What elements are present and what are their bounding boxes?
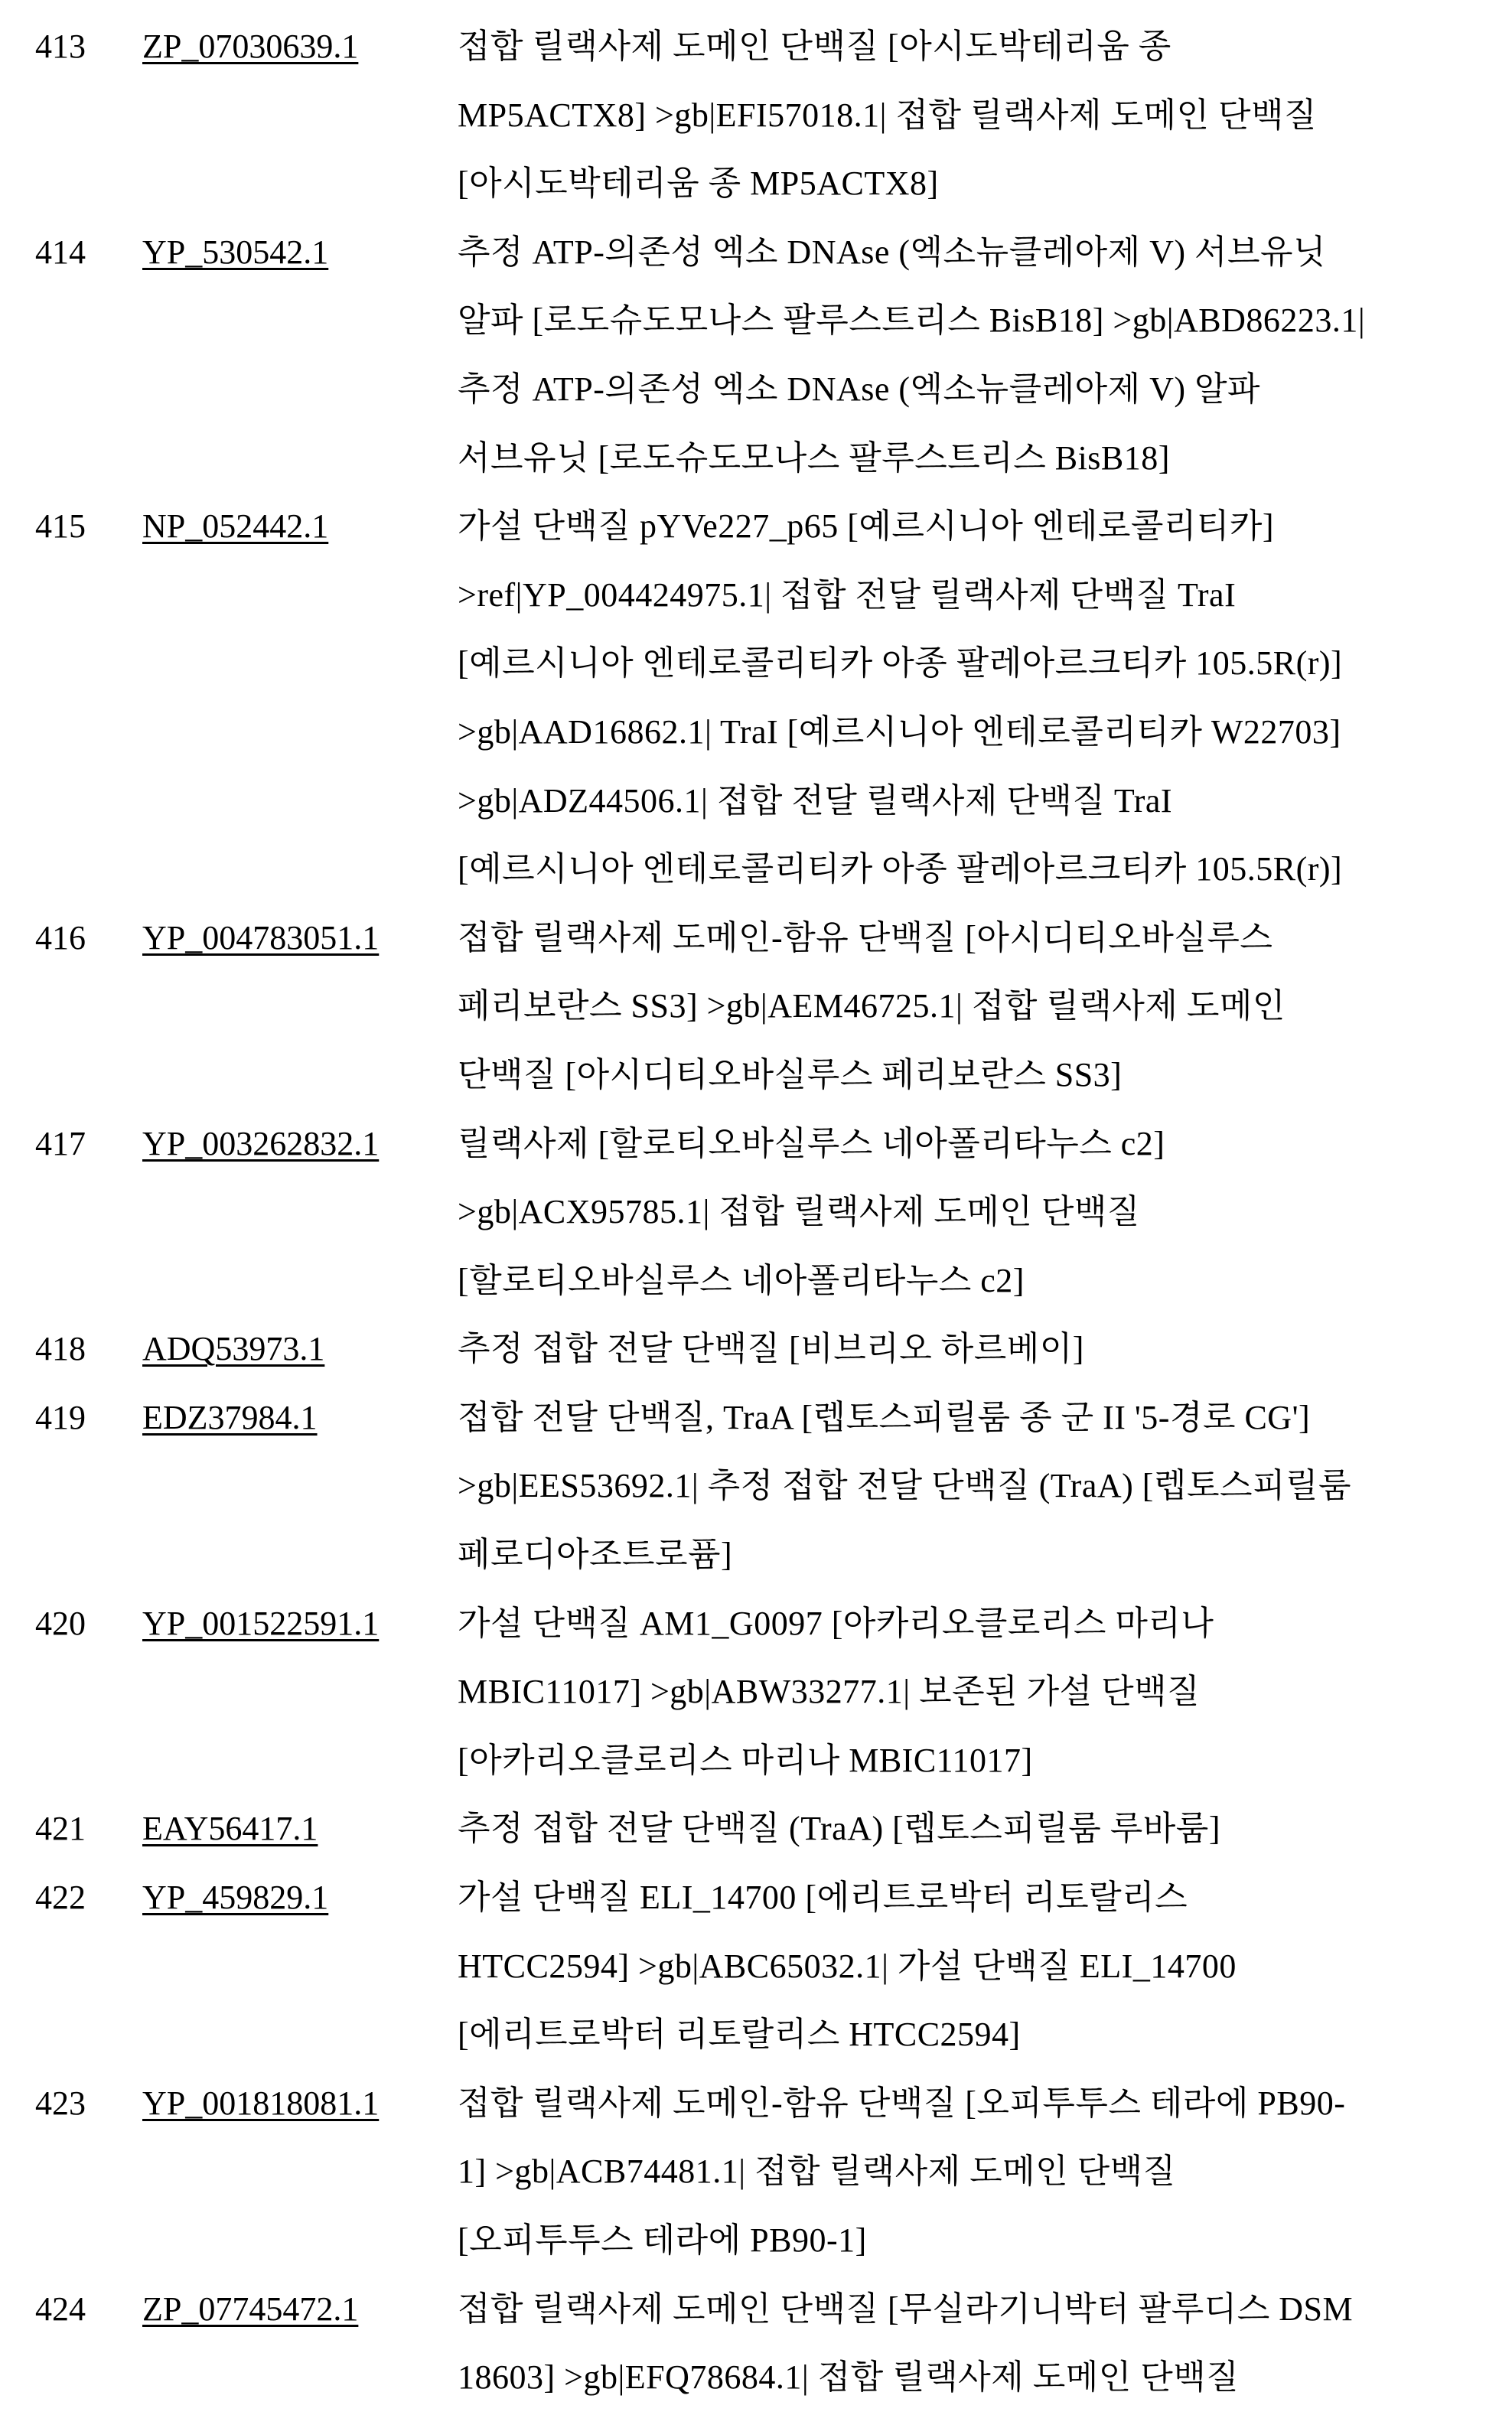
- accession-link[interactable]: ZP_07030639.1: [142, 12, 358, 81]
- sequence-number: 415: [35, 492, 86, 561]
- description-text: [아카리오클로리스 마리나 MBIC11017]: [458, 1726, 1033, 1795]
- sequence-number: 422: [35, 1863, 86, 1932]
- accession-link[interactable]: YP_459829.1: [142, 1863, 328, 1932]
- description-text: 추정 ATP-의존성 엑소 DNAse (엑소뉴클레아제 V) 서브유닛: [458, 218, 1326, 287]
- row-line: [0, 1452, 1512, 1520]
- table-row: [0, 218, 1512, 492]
- table-row: [0, 1315, 1512, 1383]
- row-line: [0, 1520, 1512, 1589]
- description-text: 서브유닛 [로도슈도모나스 팔루스트리스 BisB18]: [458, 424, 1170, 493]
- row-line: [0, 1110, 1512, 1178]
- row-line: [0, 2137, 1512, 2206]
- row-line: [0, 2343, 1512, 2412]
- description-text: >gb|AAD16862.1| TraI [예르시니아 엔테로콜리티카 W22703]: [458, 698, 1341, 767]
- table-row: [0, 1110, 1512, 1315]
- row-line: [0, 1247, 1512, 1315]
- table-row: [0, 12, 1512, 218]
- row-line: [0, 629, 1512, 698]
- accession-link[interactable]: YP_003262832.1: [142, 1110, 379, 1178]
- row-line: [0, 2069, 1512, 2138]
- accession-link[interactable]: ADQ53973.1: [142, 1315, 324, 1383]
- description-text: 페로디아조트로퓸]: [458, 1520, 732, 1589]
- description-text: 가설 단백질 pYVe227_p65 [예르시니아 엔테로콜리티카]: [458, 492, 1274, 561]
- description-text: [할로티오바실루스 네아폴리타누스 c2]: [458, 1247, 1025, 1315]
- row-line: [0, 1932, 1512, 2001]
- row-line: [0, 149, 1512, 218]
- description-text: 접합 릴랙사제 도메인-함유 단백질 [아시디티오바실루스: [458, 904, 1272, 973]
- description-text: 추정 접합 전달 단백질 (TraA) [렙토스피릴룸 루바룸]: [458, 1794, 1220, 1863]
- row-line: [0, 698, 1512, 767]
- accession-link[interactable]: YP_530542.1: [142, 218, 328, 287]
- row-line: [0, 2206, 1512, 2275]
- description-text: HTCC2594] >gb|ABC65032.1| 가설 단백질 ELI_14700: [458, 1932, 1237, 2001]
- table-row: [0, 1589, 1512, 1795]
- sequence-number: 414: [35, 218, 86, 287]
- description-text: 알파 [로도슈도모나스 팔루스트리스 BisB18] >gb|ABD86223.1|: [458, 286, 1365, 355]
- description-text: 18603] >gb|EFQ78684.1| 접합 릴랙사제 도메인 단백질: [458, 2343, 1239, 2412]
- description-text: >ref|YP_004424975.1| 접합 전달 릴랙사제 단백질 TraI: [458, 561, 1236, 630]
- accession-link[interactable]: YP_001818081.1: [142, 2069, 379, 2138]
- row-line: [0, 355, 1512, 424]
- row-line: [0, 972, 1512, 1041]
- row-line: [0, 767, 1512, 836]
- sequence-number: 416: [35, 904, 86, 973]
- description-text: 가설 단백질 AM1_G0097 [아카리오클로리스 마리나: [458, 1589, 1214, 1658]
- description-text: 가설 단백질 ELI_14700 [에리트로박터 리토랄리스: [458, 1863, 1188, 1932]
- accession-link[interactable]: YP_001522591.1: [142, 1589, 379, 1658]
- accession-link[interactable]: YP_004783051.1: [142, 904, 379, 973]
- row-line: [0, 1794, 1512, 1863]
- description-text: >gb|EES53692.1| 추정 접합 전달 단백질 (TraA) [렙토스피릴룸: [458, 1452, 1351, 1520]
- table-row: [0, 1863, 1512, 2069]
- description-text: 페리보란스 SS3] >gb|AEM46725.1| 접합 릴랙사제 도메인: [458, 972, 1286, 1041]
- table-row: [0, 2275, 1512, 2412]
- row-line: [0, 424, 1512, 493]
- sequence-number: 423: [35, 2069, 86, 2138]
- description-text: 릴랙사제 [할로티오바실루스 네아폴리타누스 c2]: [458, 1110, 1165, 1178]
- row-line: [0, 1383, 1512, 1452]
- row-line: [0, 492, 1512, 561]
- description-text: [아시도박테리움 종 MP5ACTX8]: [458, 149, 939, 218]
- sequence-number: 424: [35, 2275, 86, 2344]
- description-text: MBIC11017] >gb|ABW33277.1| 보존된 가설 단백질: [458, 1657, 1200, 1726]
- description-text: 1] >gb|ACB74481.1| 접합 릴랙사제 도메인 단백질: [458, 2137, 1176, 2206]
- row-line: [0, 904, 1512, 973]
- row-line: [0, 561, 1512, 630]
- description-text: 추정 ATP-의존성 엑소 DNAse (엑소뉴클레아제 V) 알파: [458, 355, 1260, 424]
- table-row: [0, 2069, 1512, 2275]
- description-text: >gb|ACX95785.1| 접합 릴랙사제 도메인 단백질: [458, 1178, 1140, 1247]
- description-text: [예르시니아 엔테로콜리티카 아종 팔레아르크티카 105.5R(r)]: [458, 835, 1342, 904]
- table-row: [0, 904, 1512, 1110]
- accession-link[interactable]: NP_052442.1: [142, 492, 328, 561]
- row-line: [0, 1315, 1512, 1383]
- sequence-number: 421: [35, 1794, 86, 1863]
- description-text: 단백질 [아시디티오바실루스 페리보란스 SS3]: [458, 1041, 1122, 1110]
- table-row: [0, 492, 1512, 904]
- sequence-table: [0, 12, 1512, 2412]
- row-line: [0, 12, 1512, 81]
- description-text: [에리트로박터 리토랄리스 HTCC2594]: [458, 2000, 1021, 2069]
- row-line: [0, 286, 1512, 355]
- row-line: [0, 835, 1512, 904]
- row-line: [0, 2275, 1512, 2344]
- description-text: 접합 전달 단백질, TraA [렙토스피릴룸 종 군 II '5-경로 CG']: [458, 1383, 1310, 1452]
- sequence-number: 417: [35, 1110, 86, 1178]
- row-line: [0, 2000, 1512, 2069]
- sequence-number: 419: [35, 1383, 86, 1452]
- description-text: MP5ACTX8] >gb|EFI57018.1| 접합 릴랙사제 도메인 단백질: [458, 81, 1317, 150]
- sequence-number: 420: [35, 1589, 86, 1658]
- description-text: >gb|ADZ44506.1| 접합 전달 릴랙사제 단백질 TraI: [458, 767, 1172, 836]
- sequence-number: 418: [35, 1315, 86, 1383]
- sequence-number: 413: [35, 12, 86, 81]
- table-row: [0, 1794, 1512, 1863]
- description-text: 접합 릴랙사제 도메인 단백질 [아시도박테리움 종: [458, 12, 1171, 81]
- row-line: [0, 1178, 1512, 1247]
- description-text: [오피투투스 테라에 PB90-1]: [458, 2206, 867, 2275]
- description-text: 추정 접합 전달 단백질 [비브리오 하르베이]: [458, 1315, 1084, 1383]
- row-line: [0, 1863, 1512, 1932]
- row-line: [0, 1589, 1512, 1658]
- row-line: [0, 1657, 1512, 1726]
- accession-link[interactable]: EDZ37984.1: [142, 1383, 318, 1452]
- description-text: 접합 릴랙사제 도메인-함유 단백질 [오피투투스 테라에 PB90-: [458, 2069, 1345, 2138]
- description-text: [예르시니아 엔테로콜리티카 아종 팔레아르크티카 105.5R(r)]: [458, 629, 1342, 698]
- row-line: [0, 81, 1512, 150]
- row-line: [0, 1726, 1512, 1795]
- accession-link[interactable]: ZP_07745472.1: [142, 2275, 358, 2344]
- description-text: 접합 릴랙사제 도메인 단백질 [무실라기니박터 팔루디스 DSM: [458, 2275, 1353, 2344]
- accession-link[interactable]: EAY56417.1: [142, 1794, 318, 1863]
- row-line: [0, 1041, 1512, 1110]
- table-row: [0, 1383, 1512, 1589]
- row-line: [0, 218, 1512, 287]
